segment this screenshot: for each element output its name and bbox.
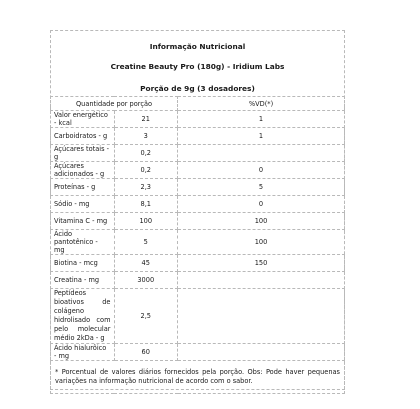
nutrient-quantity: 21 [114,111,178,128]
portion-size: Porção de 9g (3 dosadores) [140,84,255,93]
nutrient-quantity: 8,1 [114,196,178,213]
nutrient-name: Sódio - mg [51,196,115,213]
panel-title: Informação Nutricional [149,42,246,51]
table-row [51,213,345,230]
nutrient-vd [178,272,345,289]
nutrient-name: Açúcares adicionados - g [51,162,115,179]
nutrient-quantity: 0,2 [114,162,178,179]
nutrient-name: Ácido pantotênico - mg [51,230,115,255]
nutrient-name: Ácido hialurôico - mg [51,344,115,361]
product-name: Creatine Beauty Pro (180g) - Iridium Labs [110,62,285,71]
nutrient-quantity: 2,3 [114,179,178,196]
nutrient-name: Vitamina C - mg [51,213,115,230]
footnote-row [51,361,345,394]
nutrient-quantity: 2,5 [114,289,178,344]
nutrient-vd [178,289,345,344]
nutrient-vd [178,145,345,162]
nutrient-vd: 5 [178,179,345,196]
nutrient-vd: 1 [178,128,345,145]
nutrient-name: Valor energético - kcal [51,111,115,128]
nutrient-name: Carboidratos - g [51,128,115,145]
nutrient-name: Proteínas - g [51,179,115,196]
table-row [51,272,345,289]
table-row [51,179,345,196]
table-row [51,289,345,344]
header-quantity: Quantidade por porção [51,97,178,111]
table-header-row [51,97,345,111]
nutrient-vd: 0 [178,196,345,213]
nutrient-vd: 100 [178,213,345,230]
table-row [51,255,345,272]
header-vd: %VD(*) [178,97,345,111]
nutrient-name: Peptídeos bioativos de colágeno hidrolisado com pelo molecular médio 2kDa - g [51,289,115,344]
nutrient-vd: 0 [178,162,345,179]
nutrient-vd: 150 [178,255,345,272]
table-row [51,344,345,361]
nutrient-vd [178,344,345,361]
table-row [51,162,345,179]
nutrition-table [50,96,345,394]
nutrient-name: Açúcares totais - g [51,145,115,162]
table-row [51,230,345,255]
nutrient-vd: 100 [178,230,345,255]
nutrient-name: Creatina - mg [51,272,115,289]
nutrient-quantity: 3 [114,128,178,145]
nutrient-quantity: 60 [114,344,178,361]
table-row [51,111,345,128]
nutrient-quantity: 0,2 [114,145,178,162]
nutrient-quantity: 45 [114,255,178,272]
table-row [51,196,345,213]
nutrient-quantity: 5 [114,230,178,255]
nutrient-vd: 1 [178,111,345,128]
nutrient-quantity: 3000 [114,272,178,289]
table-row [51,128,345,145]
nutrient-name: Biotina - mcg [51,255,115,272]
footnote: * Porcentual de valores diários fornecidos pela porção. Obs: Pode haver pequenas variações na informação nutricional de acordo com o sabor. [51,361,345,394]
nutrient-quantity: 100 [114,213,178,230]
table-row [51,145,345,162]
